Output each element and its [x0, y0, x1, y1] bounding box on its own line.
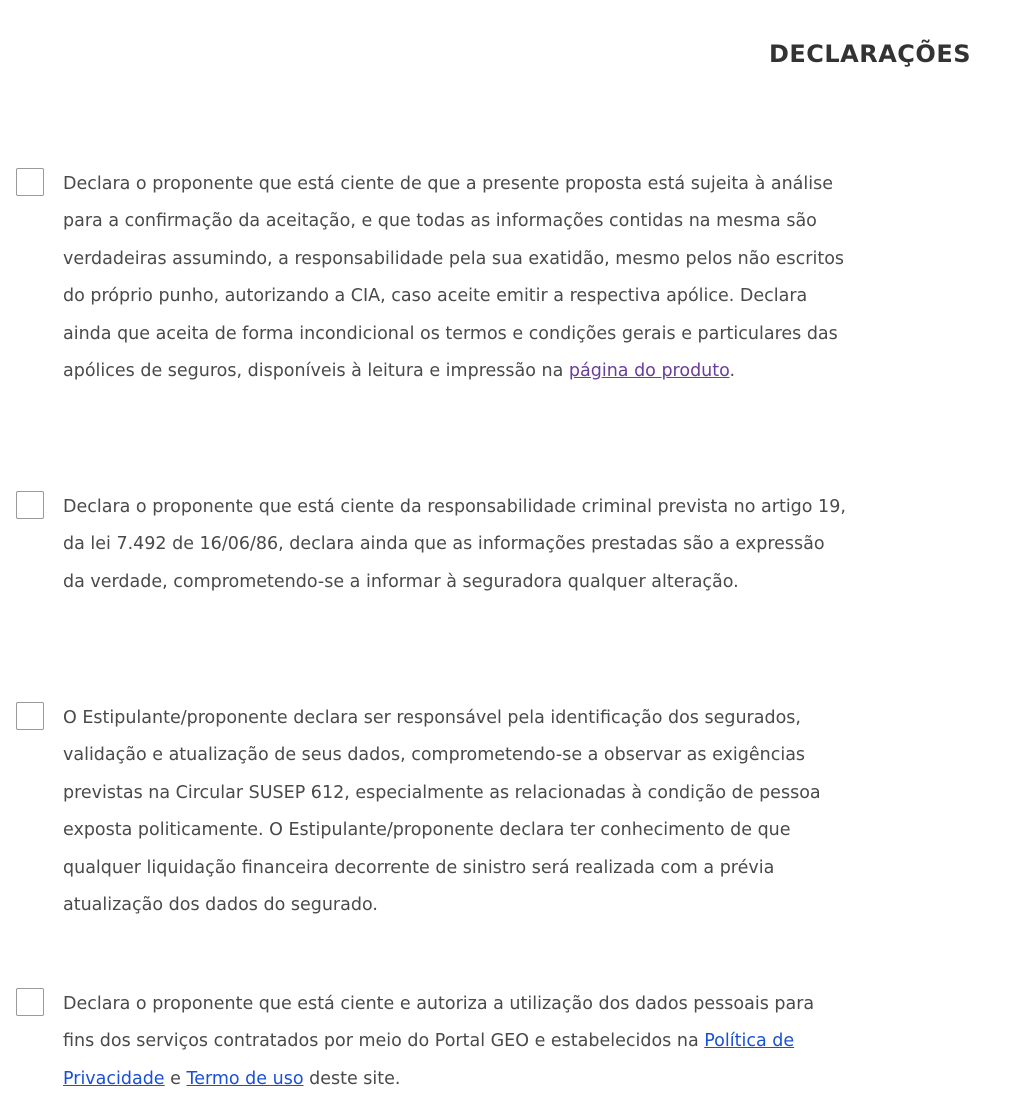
declaration-1-body: Declara o proponente que está ciente de que a presente proposta está sujeita à análise para a confirmação da aceitação, e que todas as informações contidas na mesma são verdadeiras assumindo, a responsabilidade pela sua exatidão, mesmo pelos não escritos do próprio punho, autorizando a CIA, caso aceite emitir a respectiva apólice. Declara ainda que aceita de forma incondicional os termos e condições gerais e particulares das apólices de seguros, disponíveis à leitura e impressão na: [63, 174, 845, 382]
declaration-1-end: .: [729, 361, 736, 382]
declaration-item: [16, 986, 856, 1098]
declaration-2-body: Declara o proponente que está ciente da responsabilidade criminal prevista no artigo 19, da lei 7.492 de 16/06/86, declara ainda que as informações prestadas são a expressão da verdade, comprometendo-se a informar à seguradora qualquer alteração.: [63, 497, 846, 592]
declaration-item: [16, 489, 856, 601]
declaration-1-checkbox[interactable]: [16, 168, 44, 196]
declaration-3-checkbox[interactable]: [16, 702, 44, 730]
product-page-link[interactable]: página do produto: [568, 361, 730, 382]
declaration-4-between: e: [164, 1068, 187, 1089]
declaration-item: [16, 166, 856, 390]
declaration-2-text: [63, 489, 848, 601]
declaration-3-body: O Estipulante/proponente declara ser responsável pela identificação dos segurados, validação e atualização de seus dados, comprometendo-se a observar as exigências previstas na Circular SUSEP 612, especialmente as relacionadas à condição de pessoa exposta politicamente. O Estipulante/proponente declara ter conhecimento de que qualquer liquidação financeira decorrente de sinistro será realizada com a prévia atualização dos dados do segurado.: [63, 708, 821, 916]
declaration-4-text: [63, 986, 848, 1098]
privacy-policy-link[interactable]: Política de Privacidade: [63, 1031, 795, 1089]
declaration-2-checkbox[interactable]: [16, 491, 44, 519]
terms-of-use-link[interactable]: Termo de uso: [186, 1068, 304, 1089]
declaration-4-end: deste site.: [303, 1068, 401, 1089]
declaration-4-checkbox[interactable]: [16, 988, 44, 1016]
page-title: DECLARAÇÕES: [768, 40, 971, 68]
declaration-4-body: Declara o proponente que está ciente e autoriza a utilização dos dados pessoais para fins dos serviços contratados por meio do Portal GEO e estabelecidos na: [63, 994, 815, 1052]
declaration-1-text: [63, 166, 848, 390]
declaration-3-text: [63, 700, 848, 924]
declaration-item: [16, 700, 856, 924]
